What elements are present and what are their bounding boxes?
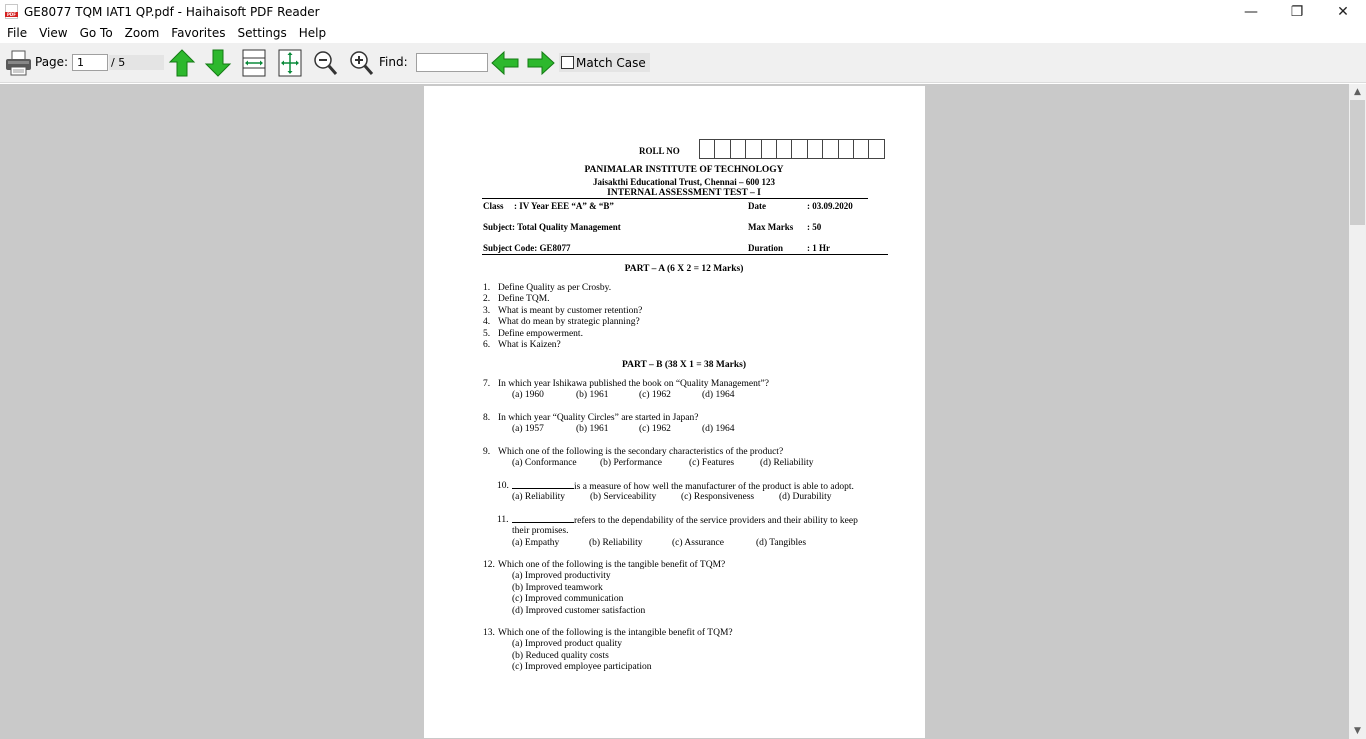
- date-value: : 03.09.2020: [807, 201, 853, 211]
- menu-help[interactable]: Help: [298, 26, 327, 40]
- option: (b) 1961: [576, 390, 609, 400]
- menu-favorites[interactable]: Favorites: [171, 26, 226, 40]
- roll-no-box: [838, 139, 854, 159]
- option: (d) Improved customer satisfaction: [512, 606, 646, 616]
- option: (d) Reliability: [760, 458, 814, 468]
- roll-no-box: [807, 139, 823, 159]
- test-name: INTERNAL ASSESSMENT TEST – I: [607, 188, 761, 198]
- option: (b) Improved teamwork: [512, 583, 603, 593]
- answer-blank: [512, 515, 574, 523]
- header-rule-top: [482, 198, 868, 199]
- header-rule-bottom: [482, 254, 888, 255]
- duration-value: : 1 Hr: [807, 243, 830, 253]
- option: (c) Features: [689, 458, 735, 468]
- menu-file[interactable]: File: [7, 26, 28, 40]
- zoom-out-icon[interactable]: [311, 49, 339, 77]
- part-a-title: PART – A (6 X 2 = 12 Marks): [624, 264, 744, 274]
- menu-settings[interactable]: Settings: [237, 26, 287, 40]
- roll-no-box: [791, 139, 807, 159]
- roll-no-box: [730, 139, 746, 159]
- institution-name: PANIMALAR INSTITUTE OF TECHNOLOGY: [584, 165, 784, 175]
- roll-no-box: [822, 139, 838, 159]
- question-10: 10. is a measure of how well the manufacturer of the product is able to adopt.: [497, 481, 854, 492]
- part-b-title: PART – B (38 X 1 = 38 Marks): [621, 360, 746, 370]
- minimize-button[interactable]: —: [1244, 3, 1258, 20]
- roll-no-label: ROLL NO: [639, 146, 680, 156]
- option: (c) Assurance: [672, 538, 724, 548]
- question-13: 13. Which one of the following is the intangible benefit of TQM?: [483, 628, 733, 638]
- match-case-checkbox[interactable]: [559, 53, 650, 72]
- roll-no-box: [699, 139, 715, 159]
- list-item: 3. What is meant by customer retention?: [483, 306, 643, 316]
- option: (a) Conformance: [512, 458, 577, 468]
- question-11: 11. refers to the dependability of the service providers and their ability to keep: [497, 515, 858, 526]
- question-11-continued: their promises.: [512, 526, 569, 536]
- option: (a) Empathy: [512, 538, 560, 548]
- answer-blank: [512, 481, 574, 489]
- toolbar: [0, 43, 1366, 83]
- option: (c) Improved communication: [512, 594, 624, 604]
- option: (d) 1964: [702, 390, 735, 400]
- option: (d) 1964: [702, 424, 735, 434]
- option: (c) 1962: [639, 424, 671, 434]
- next-page-arrow-down-icon[interactable]: [204, 49, 232, 77]
- option: (a) 1960: [512, 390, 544, 400]
- list-item: 1. Define Quality as per Crosby.: [483, 283, 612, 293]
- roll-no-box: [868, 139, 884, 159]
- option: (a) 1957: [512, 424, 544, 434]
- option: (d) Durability: [779, 492, 832, 502]
- pdf-app-icon: [5, 4, 18, 19]
- subject-label: Subject: Total Quality Management: [483, 222, 621, 232]
- find-next-arrow-right-icon[interactable]: [527, 49, 555, 77]
- list-item: 4. What do mean by strategic planning?: [483, 317, 640, 327]
- option: (a) Improved product quality: [512, 639, 623, 649]
- list-item: 2. Define TQM.: [483, 294, 550, 304]
- option: (b) Reduced quality costs: [512, 651, 609, 661]
- option: (b) Reliability: [589, 538, 643, 548]
- list-item: 5. Define empowerment.: [483, 329, 583, 339]
- close-button[interactable]: ✕: [1337, 3, 1349, 20]
- option: (d) Tangibles: [756, 538, 807, 548]
- class-value: : IV Year EEE “A” & “B”: [514, 201, 614, 211]
- roll-no-box: [776, 139, 792, 159]
- roll-no-box: [714, 139, 730, 159]
- page-number-input[interactable]: 1: [72, 54, 108, 71]
- question-9: 9. Which one of the following is the secondary characteristics of the product?: [483, 447, 784, 457]
- menu-bar: [0, 23, 1366, 43]
- class-label: Class: [483, 201, 504, 211]
- find-label: Find:: [379, 55, 408, 69]
- list-item: 6. What is Kaizen?: [483, 340, 561, 350]
- roll-no-box: [761, 139, 777, 159]
- max-marks-label: Max Marks: [748, 222, 794, 232]
- question-12: 12. Which one of the following is the tangible benefit of TQM?: [483, 560, 726, 570]
- trust-name: Jaisakthi Educational Trust, Chennai – 600 123: [593, 177, 775, 187]
- option: (c) Improved employee participation: [512, 662, 652, 672]
- menu-zoom[interactable]: Zoom: [124, 26, 160, 40]
- max-marks-value: : 50: [807, 222, 822, 232]
- fit-width-icon[interactable]: [240, 49, 268, 77]
- page-label: Page:: [35, 55, 69, 69]
- duration-label: Duration: [748, 243, 784, 253]
- previous-page-arrow-up-icon[interactable]: [168, 49, 196, 77]
- option: (b) 1961: [576, 424, 609, 434]
- scroll-down-icon[interactable]: ▼: [1354, 726, 1361, 736]
- checkbox-icon[interactable]: [561, 56, 574, 69]
- maximize-button[interactable]: ❐: [1290, 3, 1304, 20]
- find-input[interactable]: [416, 53, 488, 72]
- pdf-page: [424, 86, 925, 738]
- option: (b) Serviceability: [590, 492, 657, 502]
- question-7: 7. In which year Ishikawa published the book on “Quality Management”?: [483, 379, 769, 389]
- option: (a) Improved productivity: [512, 571, 611, 581]
- document-viewer[interactable]: [0, 84, 1349, 739]
- roll-no-box: [853, 139, 869, 159]
- find-previous-arrow-left-icon[interactable]: [491, 49, 519, 77]
- page-total: / 5: [109, 55, 164, 70]
- zoom-in-icon[interactable]: [347, 49, 375, 77]
- printer-icon[interactable]: [5, 50, 32, 76]
- window-title: GE8077 TQM IAT1 QP.pdf - Haihaisoft PDF Reader: [24, 4, 320, 19]
- scroll-up-icon[interactable]: ▲: [1354, 87, 1361, 97]
- window-controls: [1228, 0, 1366, 23]
- option: (b) Performance: [600, 458, 662, 468]
- fit-page-icon[interactable]: [276, 49, 304, 77]
- roll-no-box: [745, 139, 761, 159]
- menu-view[interactable]: View: [39, 26, 68, 40]
- subject-code: Subject Code: GE8077: [483, 243, 571, 253]
- match-case-label: Match Case: [576, 55, 646, 70]
- option: (a) Reliability: [512, 492, 566, 502]
- menu-go-to[interactable]: Go To: [79, 26, 113, 40]
- option: (c) 1962: [639, 390, 671, 400]
- roll-no-boxes: [699, 139, 884, 159]
- question-8: 8. In which year “Quality Circles” are started in Japan?: [483, 413, 699, 423]
- scrollbar-thumb[interactable]: [1350, 100, 1365, 225]
- option: (c) Responsiveness: [681, 492, 755, 502]
- date-label: Date: [748, 201, 766, 211]
- vertical-scrollbar[interactable]: [1349, 84, 1366, 739]
- title-bar: [0, 0, 1366, 23]
